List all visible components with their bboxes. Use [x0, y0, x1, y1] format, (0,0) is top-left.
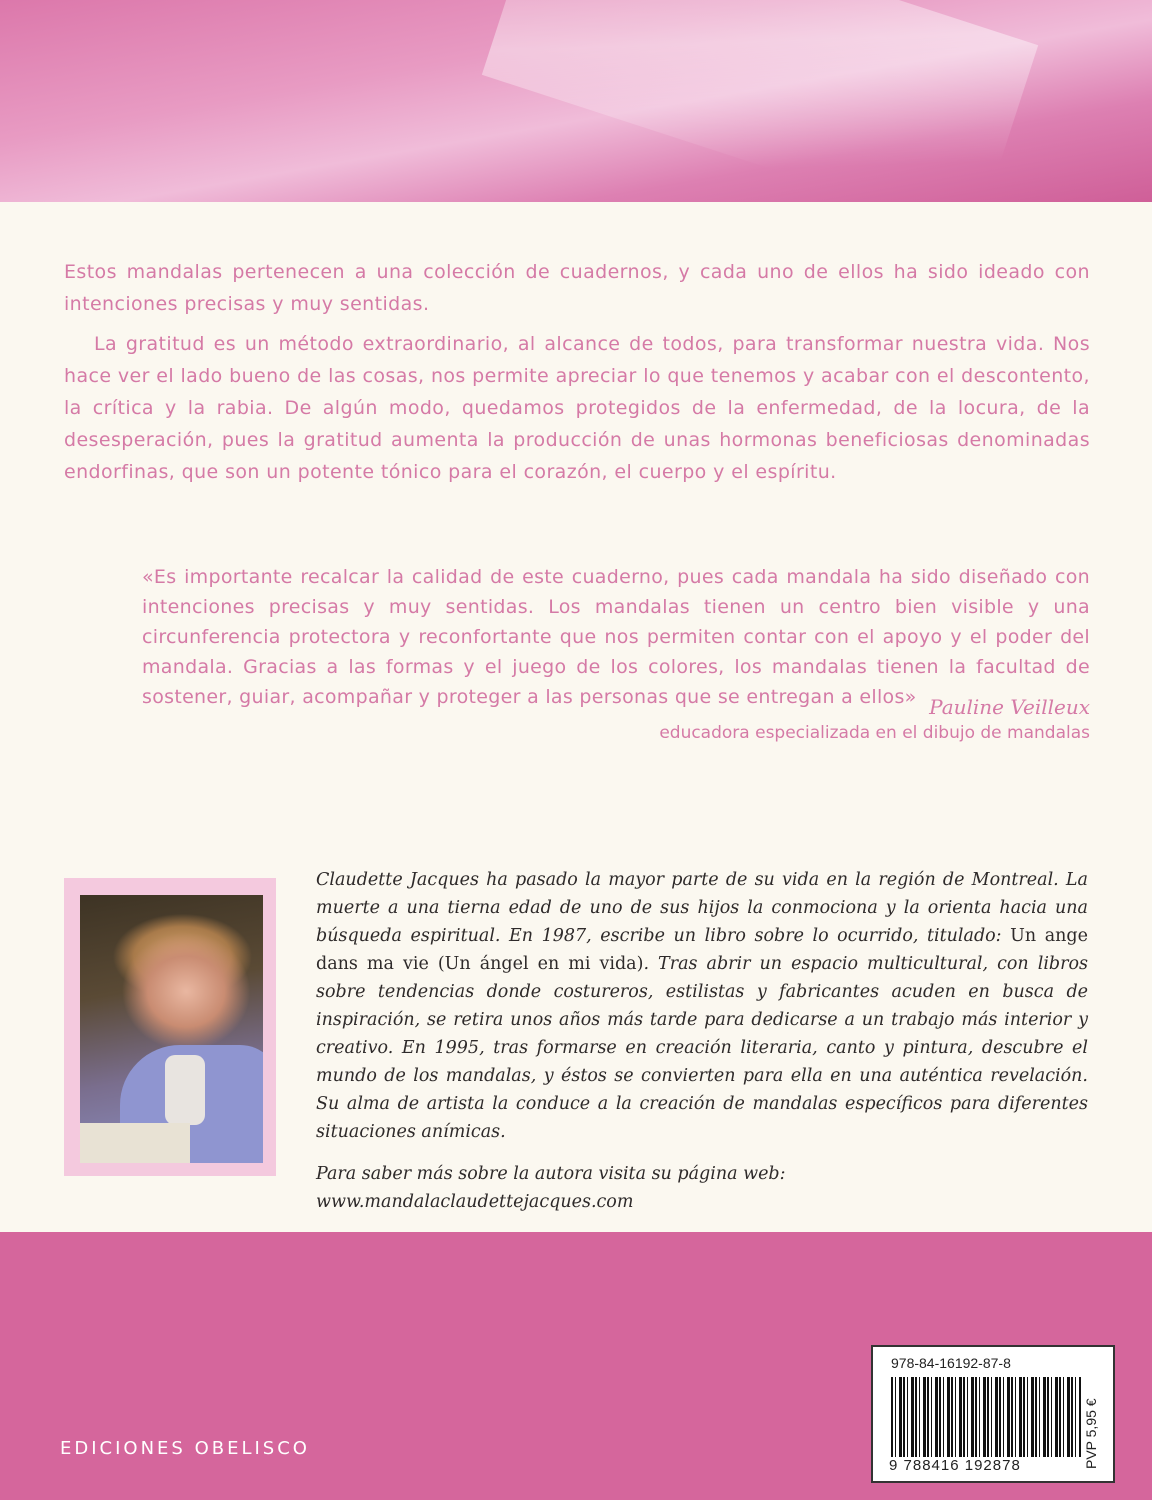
author-bio [316, 866, 1088, 1216]
bio-website-link[interactable]: www.mandalaclaudettejacques.com [316, 1192, 634, 1212]
publisher-name: EDICIONES OBELISCO [60, 1438, 310, 1459]
intro-paragraph-1: Estos mandalas pertenecen a una colección de cuadernos, y cada uno de ellos ha sido ideado con intenciones precisas y muy sentidas. [64, 261, 1090, 315]
intro-text [64, 256, 1090, 488]
top-pink-band [0, 0, 1152, 202]
barcode-bars [891, 1377, 1081, 1457]
light-streak [482, 0, 1038, 235]
photo-collar-shape [165, 1055, 205, 1125]
bio-paragraph [316, 866, 1088, 1146]
testimonial-quote: «Es importante recalcar la calidad de este cuaderno, pues cada mandala ha sido diseñado con intenciones precisas y muy sentidas. Los mandalas tienen un centro bien visible y una circunferencia protectora y reconfortante que nos permiten contar con el apoyo y el poder del mandala. Gracias a las formas y el juego de los colores, los mandalas tienen la facultad de sostener, guiar, acompañar y proteger a las personas que se entregan a ellos» [142, 566, 1090, 708]
quote-author: Pauline Veilleux [929, 695, 1090, 719]
quote-author-role: educadora especializada en el dibujo de mandalas [659, 723, 1090, 743]
isbn-label: 978-84-16192-87-8 [891, 1355, 1011, 1371]
bio-book-title: Un ange dans ma vie (Un ángel en mi vida) [316, 926, 1088, 974]
barcode-box [871, 1345, 1115, 1483]
barcode-digits: 9 788416 192878 [889, 1457, 1021, 1474]
photo-paper-shape [80, 1123, 190, 1163]
price-label: PVP 5,95 € [1083, 1398, 1099, 1469]
author-photo [80, 895, 263, 1163]
bio-more-info [316, 1160, 1088, 1216]
intro-paragraph-2: La gratitud es un método extraordinario, al alcance de todos, para transformar nuestra vida. Nos hace ver el lado bueno de las cosas, nos permite apreciar lo que tenemos y acabar con el descontento, la crítica y la rabia. De algún modo, quedamos protegidos de la enfermedad, de la locura, de la desesperación, pues la gratitud aumenta la producción de unas hormonas beneficiosas denominadas endorfinas, que son un potente tónico para el corazón, el cuerpo y el espíritu. [64, 333, 1090, 483]
bio-text-part-2: . Tras abrir un espacio multicultural, con libros sobre tendencias donde costureros, estilistas y fabricantes acuden en busca de inspiración, se retira unos años más tarde para dedicarse a un trabajo más interior y creativo. En 1995, tras formarse en creación literaria, canto y pintura, descubre el mundo de los mandalas, y éstos se convierten para ella en una auténtica revelación. Su alma de artista la conduce a la creación de mandalas específicos para diferentes situaciones anímicas. [316, 954, 1089, 1142]
bio-more-label: Para saber más sobre la autora visita su página web: [316, 1164, 786, 1184]
bio-text-part-1: Claudette Jacques ha pasado la mayor parte de su vida en la región de Montreal. La muerte a una tierna edad de uno de sus hijos la conmociona y la orienta hacia una búsqueda espiritual. En 1987, escribe un libro sobre lo ocurrido, titulado: [316, 870, 1088, 946]
